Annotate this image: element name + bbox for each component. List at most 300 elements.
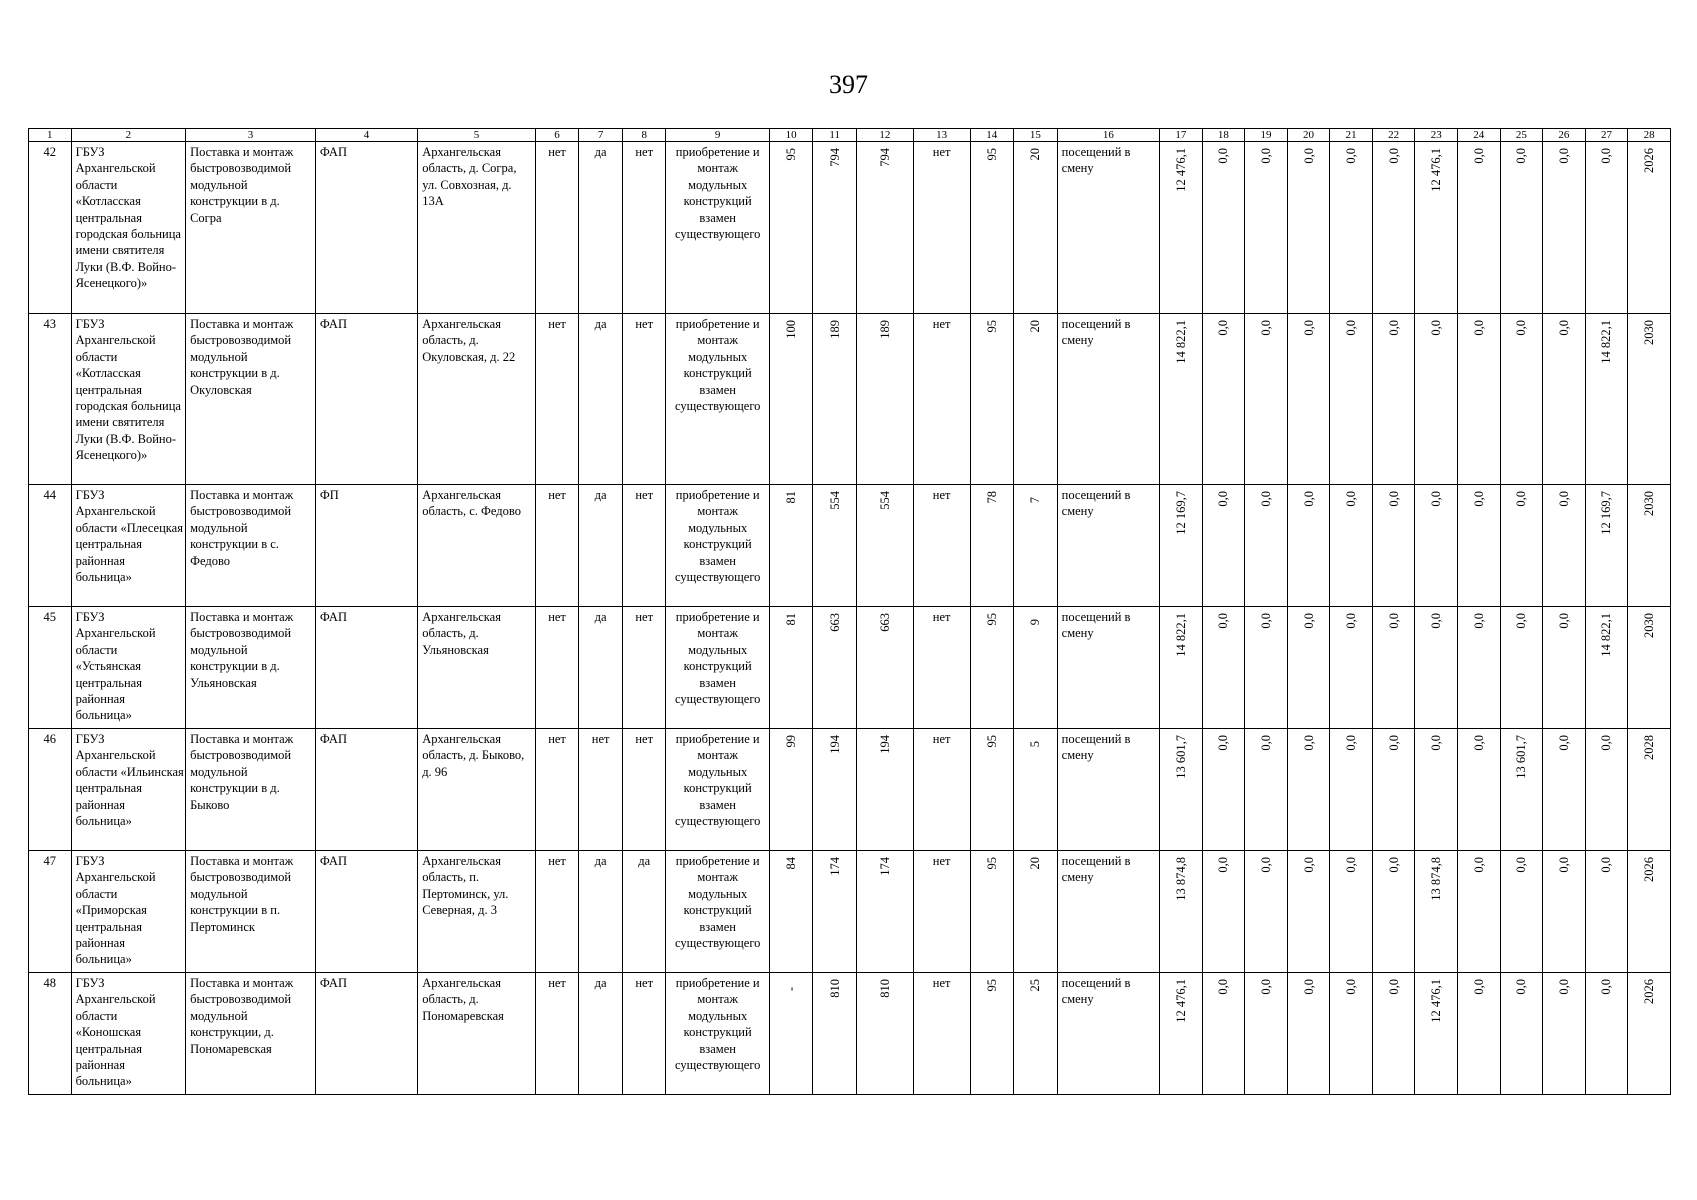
cell-value-rotated: 0,0 [1471,735,1486,751]
table-cell: Архангельская область, д. Пономаревская [418,973,536,1095]
column-number-cell: 5 [418,129,536,142]
column-number-cell: 8 [622,129,666,142]
table-cell: нет [535,314,579,485]
table-cell: Поставка и монтаж быстровозводимой модульной конструкции, д. Пономаревская [186,973,316,1095]
cell-value-rotated: 5 [1028,740,1043,747]
table-cell [1160,973,1203,1095]
column-number-cell: 11 [813,129,857,142]
table-cell: ГБУЗ Архангельской области «Коношская центральная районная больница» [71,973,186,1095]
table-cell [1500,973,1543,1095]
cell-value-rotated: 0,0 [1344,857,1359,873]
table-cell: нет [535,851,579,973]
table-cell: нет [913,314,970,485]
table-cell: посещений в смену [1057,485,1159,607]
table-row [29,142,1671,314]
table-cell [1457,314,1500,485]
table-cell: да [579,485,623,607]
column-number-cell: 26 [1543,129,1586,142]
table-cell: да [579,314,623,485]
table-cell: ФП [315,485,417,607]
table-cell [1202,973,1245,1095]
table-cell [1330,607,1373,729]
cell-value-rotated: 810 [877,979,892,998]
cell-value-rotated: 0,0 [1216,857,1231,873]
table-cell [1202,485,1245,607]
table-cell: да [579,973,623,1095]
table-cell [1330,851,1373,973]
cell-value-rotated: 554 [877,491,892,510]
table-cell: нет [535,485,579,607]
cell-value-rotated: 0,0 [1556,735,1571,751]
table-cell [970,142,1014,314]
cell-value-rotated: 0,0 [1514,979,1529,995]
cell-value-rotated: 174 [877,857,892,876]
table-cell: Поставка и монтаж быстровозводимой модульной конструкции в с. Федово [186,485,316,607]
table-cell: ФАП [315,142,417,314]
table-cell: 45 [29,607,72,729]
table-cell: Поставка и монтаж быстровозводимой модульной конструкции в д. Согра [186,142,316,314]
column-number-cell: 10 [769,129,813,142]
table-cell [970,607,1014,729]
cell-value-rotated: 13 601,7 [1514,735,1529,779]
table-cell [857,851,914,973]
table-cell [1543,485,1586,607]
table-cell [1372,142,1415,314]
table-cell: Архангельская область, д. Быково, д. 96 [418,729,536,851]
table-cell: нет [622,607,666,729]
table-cell [1372,973,1415,1095]
table-cell: приобретение и монтаж модульных конструкций взамен существующего [666,142,769,314]
cell-value-rotated: 0,0 [1556,320,1571,336]
table-cell [1330,314,1373,485]
cell-value-rotated: 2030 [1642,613,1657,638]
column-number-cell: 6 [535,129,579,142]
table-cell [970,314,1014,485]
table-cell [1160,142,1203,314]
table-cell: 46 [29,729,72,851]
table-cell [1014,607,1058,729]
table-row [29,485,1671,607]
cell-value-rotated: 14 822,1 [1173,613,1188,657]
table-cell [1014,729,1058,851]
table-cell: ФАП [315,607,417,729]
table-cell: нет [622,729,666,851]
table-cell [1628,485,1671,607]
cell-value-rotated: 0,0 [1386,979,1401,995]
cell-value-rotated: 0,0 [1599,979,1614,995]
cell-value-rotated: 13 874,8 [1429,857,1444,901]
cell-value-rotated: 0,0 [1216,320,1231,336]
cell-value-rotated: 0,0 [1599,148,1614,164]
table-cell [1457,142,1500,314]
cell-value-rotated: 95 [784,148,799,161]
table-cell [1014,142,1058,314]
table-cell: нет [913,729,970,851]
cell-value-rotated: 2026 [1642,857,1657,882]
table-cell [1543,851,1586,973]
table-cell [1543,314,1586,485]
cell-value-rotated: 0,0 [1471,320,1486,336]
table-cell: ФАП [315,729,417,851]
table-cell [1245,485,1288,607]
column-number-cell: 19 [1245,129,1288,142]
cell-value-rotated: 12 476,1 [1429,979,1444,1023]
table-cell [1372,851,1415,973]
cell-value-rotated: 0,0 [1216,491,1231,507]
table-cell [1372,314,1415,485]
table-cell [1202,729,1245,851]
column-number-cell: 25 [1500,129,1543,142]
cell-value-rotated: 0,0 [1301,320,1316,336]
table-cell [1160,485,1203,607]
cell-value-rotated: 12 169,7 [1599,491,1614,535]
table-cell: приобретение и монтаж модульных конструкций взамен существующего [666,485,769,607]
column-number-cell: 13 [913,129,970,142]
cell-value-rotated: 95 [984,613,999,626]
table-cell: нет [622,142,666,314]
cell-value-rotated: 0,0 [1258,979,1273,995]
table-cell: 47 [29,851,72,973]
cell-value-rotated: 0,0 [1429,320,1444,336]
cell-value-rotated: 0,0 [1344,735,1359,751]
cell-value-rotated: 2026 [1642,148,1657,173]
table-cell: ГБУЗ Архангельской области «Ильинская центральная районная больница» [71,729,186,851]
table-cell [1500,485,1543,607]
cell-value-rotated: 0,0 [1514,148,1529,164]
table-cell [857,485,914,607]
column-number-cell: 18 [1202,129,1245,142]
cell-value-rotated: 0,0 [1429,491,1444,507]
cell-value-rotated: 194 [827,735,842,754]
cell-value-rotated: 174 [827,857,842,876]
table-cell [813,607,857,729]
cell-value-rotated: 0,0 [1258,148,1273,164]
table-cell [769,485,813,607]
table-cell: да [579,142,623,314]
cell-value-rotated: 0,0 [1471,979,1486,995]
table-cell: нет [622,485,666,607]
cell-value-rotated: 0,0 [1599,735,1614,751]
cell-value-rotated: 2026 [1642,979,1657,1004]
cell-value-rotated: 0,0 [1471,491,1486,507]
table-cell [1457,607,1500,729]
cell-value-rotated: 0,0 [1344,491,1359,507]
cell-value-rotated: 0,0 [1344,148,1359,164]
table-cell: нет [535,973,579,1095]
table-cell [1415,973,1458,1095]
table-cell: 44 [29,485,72,607]
column-number-cell: 3 [186,129,316,142]
table-cell [1287,851,1330,973]
table-cell: да [579,851,623,973]
column-number-cell: 17 [1160,129,1203,142]
table-cell: ГБУЗ Архангельской области «Устьянская центральная районная больница» [71,607,186,729]
cell-value-rotated: 100 [784,320,799,339]
cell-value-rotated: 0,0 [1471,148,1486,164]
table-cell: ГБУЗ Архангельской области «Приморская центральная районная больница» [71,851,186,973]
cell-value-rotated: 0,0 [1386,857,1401,873]
cell-value-rotated: 0,0 [1556,491,1571,507]
cell-value-rotated: 663 [877,613,892,632]
cell-value-rotated: 25 [1028,979,1043,992]
table-cell [970,729,1014,851]
cell-value-rotated: 9 [1028,618,1043,625]
table-cell [1160,314,1203,485]
table-cell [813,485,857,607]
column-number-cell: 16 [1057,129,1159,142]
table-cell [813,729,857,851]
cell-value-rotated: 95 [984,320,999,333]
table-cell: Поставка и монтаж быстровозводимой модульной конструкции в д. Быково [186,729,316,851]
table-cell: Архангельская область, с. Федово [418,485,536,607]
table-row [29,851,1671,973]
table-cell [1330,973,1373,1095]
table-cell [1415,485,1458,607]
cell-value-rotated: 0,0 [1258,491,1273,507]
table-cell: посещений в смену [1057,607,1159,729]
table-cell: ГБУЗ Архангельской области «Котласская центральная городская больница имени святителя Луки (В.Ф. Войно-Ясенецкого)» [71,314,186,485]
column-number-cell: 22 [1372,129,1415,142]
table-cell [970,973,1014,1095]
table-cell: нет [579,729,623,851]
cell-value-rotated: 0,0 [1556,857,1571,873]
cell-value-rotated: 20 [1028,857,1043,870]
cell-value-rotated: 13 601,7 [1173,735,1188,779]
table-cell: нет [913,142,970,314]
table-cell [813,973,857,1095]
table-cell [1014,485,1058,607]
table-cell [1372,607,1415,729]
table-cell: приобретение и монтаж модульных конструкций взамен существующего [666,729,769,851]
table-row [29,314,1671,485]
cell-value-rotated: 2030 [1642,491,1657,516]
cell-value-rotated: 95 [984,979,999,992]
table-cell [1628,729,1671,851]
table-cell: нет [913,973,970,1095]
cell-value-rotated: 0,0 [1386,491,1401,507]
table-cell [857,729,914,851]
table-cell [1245,314,1288,485]
cell-value-rotated: 794 [877,148,892,167]
table-cell [769,851,813,973]
table-cell [857,607,914,729]
cell-value-rotated: 0,0 [1514,613,1529,629]
table-cell [1202,607,1245,729]
cell-value-rotated: - [784,986,799,991]
table-cell: ГБУЗ Архангельской области «Плесецкая центральная районная больница» [71,485,186,607]
table-cell: Архангельская область, д. Окуловская, д. 22 [418,314,536,485]
table-cell [769,142,813,314]
cell-value-rotated: 95 [984,857,999,870]
cell-value-rotated: 81 [784,613,799,626]
table-cell: нет [535,729,579,851]
column-number-cell: 14 [970,129,1014,142]
cell-value-rotated: 14 822,1 [1599,320,1614,364]
table-cell [1287,314,1330,485]
column-number-cell: 9 [666,129,769,142]
table-cell [1500,142,1543,314]
table-cell [1500,729,1543,851]
table-cell [1160,729,1203,851]
cell-value-rotated: 99 [784,735,799,748]
table-cell [1245,142,1288,314]
cell-value-rotated: 7 [1028,496,1043,503]
cell-value-rotated: 0,0 [1556,613,1571,629]
table-cell [1202,142,1245,314]
table-cell [1585,314,1628,485]
table-cell: нет [622,314,666,485]
cell-value-rotated: 0,0 [1258,613,1273,629]
table-cell [1500,314,1543,485]
table-cell [1372,729,1415,851]
cell-value-rotated: 0,0 [1514,857,1529,873]
table-cell [1543,729,1586,851]
page-number: 397 [829,70,868,99]
column-number-cell: 12 [857,129,914,142]
cell-value-rotated: 81 [784,491,799,504]
cell-value-rotated: 0,0 [1429,735,1444,751]
cell-value-rotated: 2030 [1642,320,1657,345]
table-cell [1628,314,1671,485]
table-cell: да [622,851,666,973]
table-cell [1287,485,1330,607]
table-cell: 42 [29,142,72,314]
table-cell: ФАП [315,314,417,485]
cell-value-rotated: 12 476,1 [1173,979,1188,1023]
cell-value-rotated: 0,0 [1344,320,1359,336]
table-cell: нет [913,485,970,607]
column-number-cell: 1 [29,129,72,142]
table-cell [1245,729,1288,851]
table-cell [1585,485,1628,607]
cell-value-rotated: 12 476,1 [1429,148,1444,192]
table-cell [1415,314,1458,485]
table-cell [813,142,857,314]
table-cell [1585,851,1628,973]
table-cell: посещений в смену [1057,729,1159,851]
cell-value-rotated: 0,0 [1216,735,1231,751]
table-cell [1500,851,1543,973]
table-cell: приобретение и монтаж модульных конструкций взамен существующего [666,314,769,485]
table-cell [857,973,914,1095]
table-cell [970,851,1014,973]
table-cell [1160,851,1203,973]
cell-value-rotated: 14 822,1 [1599,613,1614,657]
cell-value-rotated: 95 [984,735,999,748]
cell-value-rotated: 0,0 [1301,735,1316,751]
table-row [29,607,1671,729]
cell-value-rotated: 189 [877,320,892,339]
table-cell [1543,607,1586,729]
cell-value-rotated: 0,0 [1471,613,1486,629]
cell-value-rotated: 554 [827,491,842,510]
cell-value-rotated: 20 [1028,320,1043,333]
cell-value-rotated: 0,0 [1514,320,1529,336]
table-cell [1245,851,1288,973]
table-cell: посещений в смену [1057,851,1159,973]
cell-value-rotated: 189 [827,320,842,339]
table-cell [1628,851,1671,973]
table-cell [1628,973,1671,1095]
table-cell: Архангельская область, д. Ульяновская [418,607,536,729]
cell-value-rotated: 0,0 [1429,613,1444,629]
table-cell: посещений в смену [1057,314,1159,485]
column-number-cell: 28 [1628,129,1671,142]
table-cell [970,485,1014,607]
table-cell [1457,485,1500,607]
table-cell: 43 [29,314,72,485]
column-number-cell: 15 [1014,129,1058,142]
table-cell [1014,851,1058,973]
table-cell: Поставка и монтаж быстровозводимой модульной конструкции в д. Окуловская [186,314,316,485]
table-cell: нет [913,607,970,729]
table-cell: приобретение и монтаж модульных конструкций взамен существующего [666,973,769,1095]
table-cell: ГБУЗ Архангельской области «Котласская центральная городская больница имени святителя Луки (В.Ф. Войно-Ясенецкого)» [71,142,186,314]
cell-value-rotated: 0,0 [1258,735,1273,751]
cell-value-rotated: 0,0 [1514,491,1529,507]
table-cell [1202,314,1245,485]
column-number-cell: 7 [579,129,623,142]
table-cell [1287,973,1330,1095]
table-cell [1585,607,1628,729]
table-cell [1543,973,1586,1095]
cell-value-rotated: 0,0 [1386,148,1401,164]
column-number-cell: 4 [315,129,417,142]
table-cell: Архангельская область, п. Пертоминск, ул. Северная, д. 3 [418,851,536,973]
cell-value-rotated: 13 874,8 [1173,857,1188,901]
cell-value-rotated: 0,0 [1301,148,1316,164]
table-cell [1415,729,1458,851]
table-cell: нет [535,607,579,729]
table-cell [1014,973,1058,1095]
cell-value-rotated: 0,0 [1386,735,1401,751]
table-cell [769,729,813,851]
table-cell [1543,142,1586,314]
table-cell: приобретение и монтаж модульных конструкций взамен существующего [666,851,769,973]
cell-value-rotated: 0,0 [1301,857,1316,873]
cell-value-rotated: 794 [827,148,842,167]
column-number-cell: 2 [71,129,186,142]
table-cell [857,142,914,314]
investment-table [28,128,1671,1095]
table-cell [857,314,914,485]
table-cell [1014,314,1058,485]
column-number-cell: 20 [1287,129,1330,142]
cell-value-rotated: 95 [984,148,999,161]
table-cell [813,314,857,485]
table-row [29,729,1671,851]
cell-value-rotated: 0,0 [1344,979,1359,995]
cell-value-rotated: 12 476,1 [1173,148,1188,192]
cell-value-rotated: 0,0 [1556,148,1571,164]
table-cell [1330,142,1373,314]
table-cell: посещений в смену [1057,973,1159,1095]
cell-value-rotated: 0,0 [1216,148,1231,164]
table-cell [1585,142,1628,314]
table-cell [1330,729,1373,851]
table-cell [1628,142,1671,314]
table-cell [813,851,857,973]
cell-value-rotated: 0,0 [1258,320,1273,336]
table-cell: посещений в смену [1057,142,1159,314]
table-cell [1330,485,1373,607]
cell-value-rotated: 78 [984,491,999,504]
column-number-row [29,129,1671,142]
table-cell [1415,607,1458,729]
cell-value-rotated: 0,0 [1301,491,1316,507]
cell-value-rotated: 0,0 [1216,979,1231,995]
cell-value-rotated: 84 [784,857,799,870]
